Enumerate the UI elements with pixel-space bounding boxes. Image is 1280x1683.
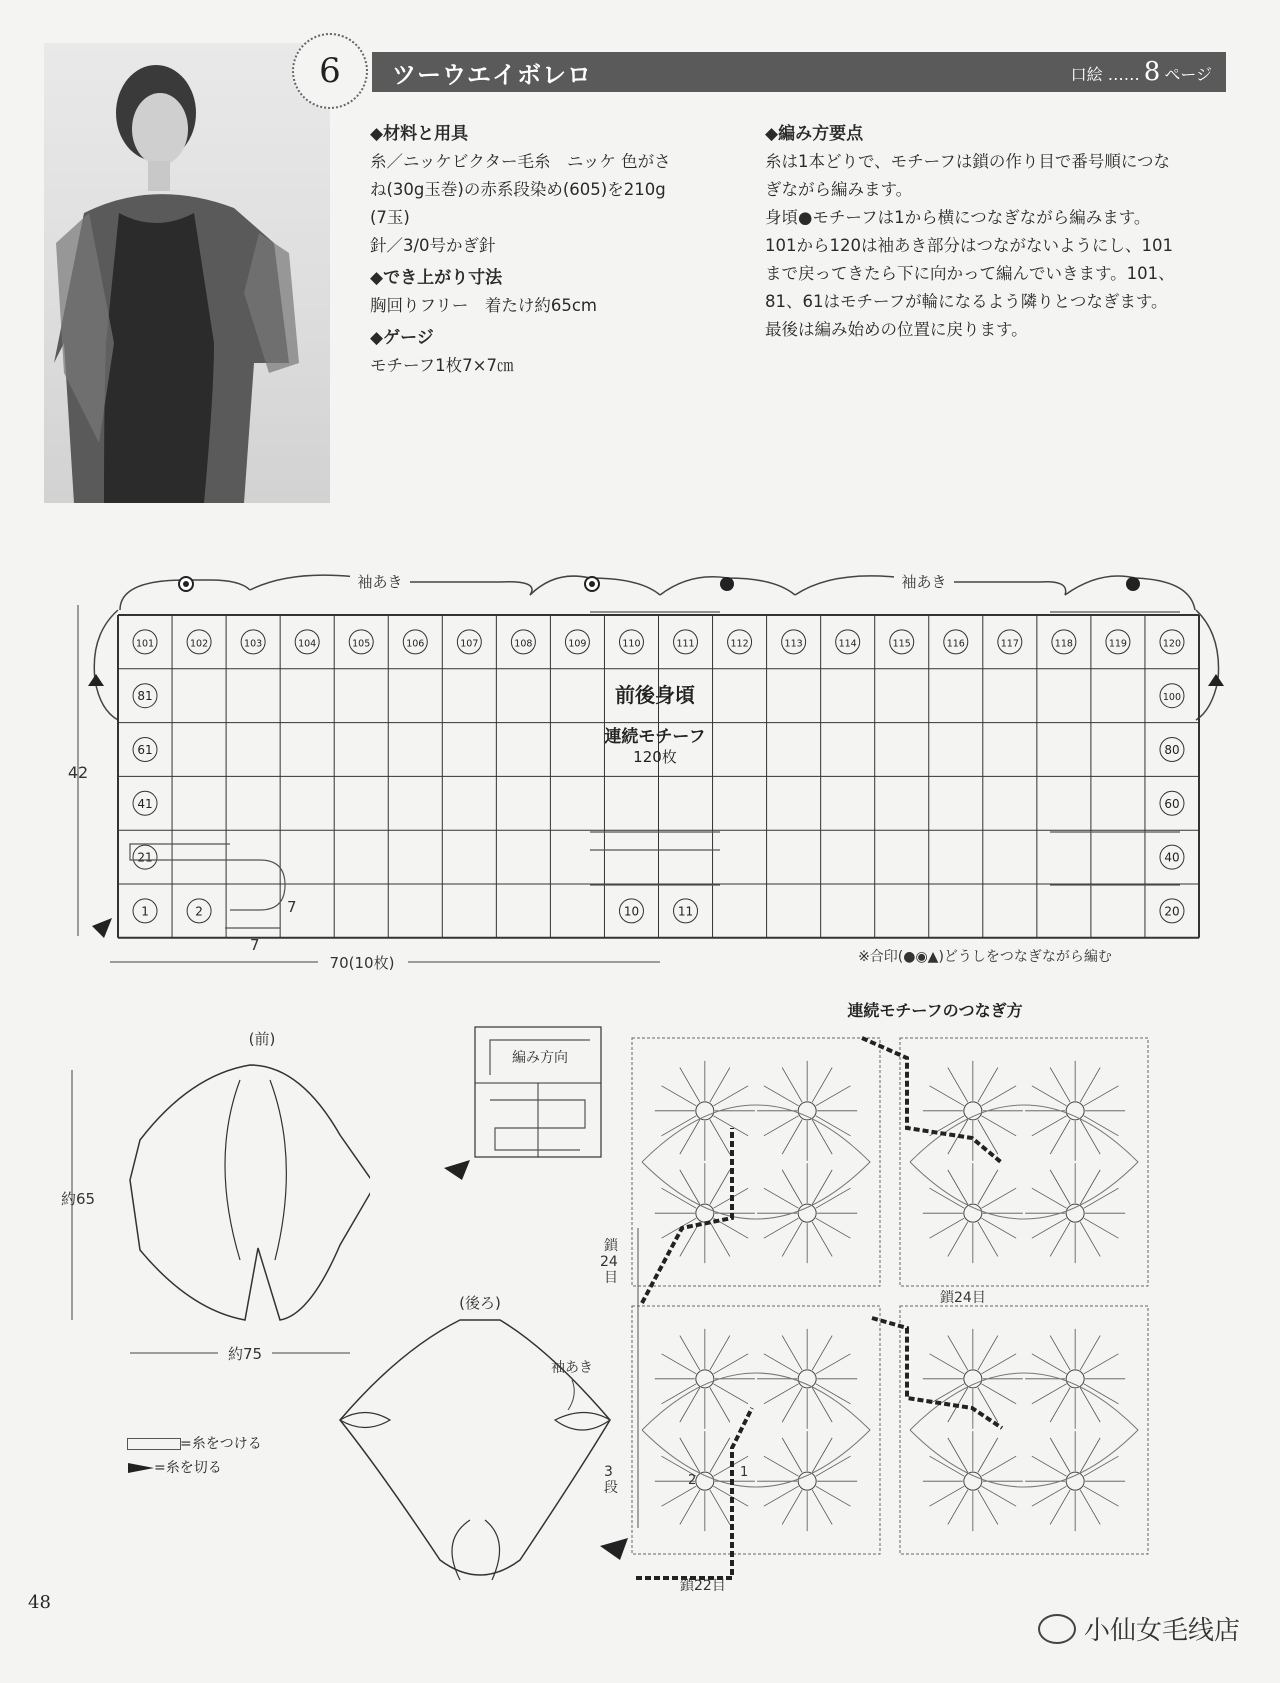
motif-label [133, 899, 157, 923]
motif-stitch [1032, 1384, 1067, 1404]
motif-flower-center [696, 1102, 714, 1120]
front-width: 約75 [227, 1345, 263, 1363]
legend-attach-text: =糸をつける [180, 1436, 262, 1452]
motif-label [133, 845, 157, 869]
materials-line: (7玉) [370, 208, 410, 227]
ref-page: 8 [1143, 57, 1161, 87]
motif-stitch [981, 1456, 1016, 1476]
motif-stitch [710, 1170, 730, 1205]
crochet-motifs [632, 1038, 1148, 1578]
motif-stitch [812, 1068, 832, 1103]
motif-stitch [981, 1486, 1016, 1506]
motif-flower-center [964, 1370, 982, 1388]
front-label: (前) [248, 1030, 276, 1048]
motif-stitch [816, 1218, 851, 1238]
model-photo [44, 43, 330, 503]
motif-stitch [1032, 1354, 1067, 1374]
motif-stitch [662, 1384, 697, 1404]
motif-number-text: 102 [190, 638, 209, 650]
chain22-label: 鎖22目 [680, 1578, 726, 1594]
motif-stitch [1084, 1486, 1119, 1506]
motif-stitch [782, 1438, 802, 1473]
motif-stitch [812, 1222, 832, 1257]
motif-number-text: 61 [137, 743, 153, 757]
motif-label [619, 630, 643, 654]
motif-stitch [782, 1170, 802, 1205]
motif-number-text: 118 [1054, 638, 1073, 650]
motif-chain-loop [910, 1105, 1138, 1219]
motif-label [241, 630, 265, 654]
motif-stitch [812, 1336, 832, 1371]
motif-stitch [710, 1438, 730, 1473]
motif-stitch [978, 1222, 998, 1257]
back-sleeve-pointer [568, 1380, 574, 1410]
motif [632, 1038, 880, 1286]
motif-label [782, 630, 806, 654]
motif-stitch [662, 1086, 697, 1106]
motif-stitch [1084, 1086, 1119, 1106]
materials-section [370, 120, 750, 380]
motif-stitch [713, 1354, 748, 1374]
motif-flower-center [1066, 1102, 1084, 1120]
chain24b-label: 鎖24目 [940, 1290, 986, 1306]
motif-number-text: 20 [1164, 904, 1180, 919]
motif-stitch [981, 1354, 1016, 1374]
motif-number-text: 117 [1000, 638, 1019, 650]
motif-label [890, 630, 914, 654]
gauge-heading: ◆ゲージ [370, 328, 434, 348]
motif-stitch [930, 1188, 965, 1208]
motif-stitch [1084, 1218, 1119, 1238]
motif-stitch [662, 1354, 697, 1374]
side-arc [94, 610, 118, 720]
motif-label [944, 630, 968, 654]
legend [128, 1432, 262, 1480]
direction-arrows [130, 612, 1180, 928]
motif-stitch [1084, 1354, 1119, 1374]
motif-number-text: 103 [244, 638, 263, 650]
motif-number-text: 106 [406, 638, 425, 650]
grid-subtitle: 連続モチーフ [604, 727, 706, 747]
join-chain-path [636, 1408, 752, 1578]
chain24-label: 鎖 24 目 [600, 1238, 618, 1286]
motif-stitch [930, 1354, 965, 1374]
motif-stitch [662, 1188, 697, 1208]
motif-label [1052, 630, 1076, 654]
motif-number-text: 105 [352, 638, 371, 650]
motif-number-text: 2 [195, 904, 203, 919]
motif-stitch [981, 1116, 1016, 1136]
motif-stitch [782, 1222, 802, 1257]
grid-count: 120枚 [633, 748, 677, 766]
motif-number-text: 108 [514, 638, 533, 650]
motif-stitch [816, 1384, 851, 1404]
motif-stitch [978, 1336, 998, 1371]
method-heading: ◆編み方要点 [765, 124, 864, 144]
motif-stitch [1050, 1222, 1070, 1257]
back-hem-line [485, 1520, 500, 1580]
motif-flower-center [696, 1370, 714, 1388]
motif-chain-loop [642, 1373, 870, 1487]
motif-stitch [1032, 1486, 1067, 1506]
motif-stitch [782, 1068, 802, 1103]
motif-flower-center [798, 1102, 816, 1120]
motif-number-text: 111 [676, 638, 695, 650]
method-line: まで戻ってきたら下に向かって編んでいきます。101、 [765, 264, 1175, 283]
shop-name: 小仙女毛线店 [1083, 1616, 1240, 1646]
motif-label [457, 630, 481, 654]
motif-label [1160, 630, 1184, 654]
motif-stitch [930, 1456, 965, 1476]
motif-flower-center [798, 1204, 816, 1222]
motif-stitch [710, 1387, 730, 1422]
motif-stitch [1080, 1222, 1100, 1257]
motif-label [998, 630, 1022, 654]
motif-stitch [1032, 1218, 1067, 1238]
legend-attach [128, 1432, 262, 1456]
sleeve-label: 袖あき [357, 573, 403, 591]
motif-stitch [1032, 1086, 1067, 1106]
motif-number-text: 41 [137, 796, 153, 811]
motif-grid [118, 615, 1199, 938]
join-mark-triangle [88, 674, 104, 686]
motif-label [619, 899, 643, 923]
motif-stitch [948, 1490, 968, 1525]
motif-stitch [812, 1490, 832, 1525]
front-opening-line [225, 1080, 240, 1260]
motif-flower-center [964, 1472, 982, 1490]
motif-stitch [764, 1188, 799, 1208]
motif-stitch [1032, 1456, 1067, 1476]
motif-stitch [680, 1068, 700, 1103]
cut-yarn-icon [128, 1463, 154, 1473]
legend-cut-text: =糸を切る [154, 1460, 222, 1476]
front-outline [130, 1065, 370, 1320]
motif-label [1160, 684, 1184, 708]
motif-label [565, 630, 589, 654]
motif-stitch [1080, 1068, 1100, 1103]
motif-stitch [978, 1119, 998, 1154]
motif-stitch [981, 1384, 1016, 1404]
join-chain-path [642, 1128, 732, 1303]
motif-stitch [782, 1336, 802, 1371]
motif-size-dim: 7 [287, 898, 297, 916]
size-text: 胸回りフリー 着たけ約65cm [370, 296, 597, 315]
motif-stitch [764, 1456, 799, 1476]
motif-flower-center [696, 1472, 714, 1490]
materials-heading: ◆材料と用具 [370, 124, 469, 144]
motif-label [133, 630, 157, 654]
join-arc [120, 580, 210, 610]
watermark [1038, 1610, 1240, 1647]
motif-stitch [816, 1086, 851, 1106]
motif-stitch [1080, 1490, 1100, 1525]
motif-stitch [710, 1490, 730, 1525]
motif-number-text: 115 [892, 638, 911, 650]
motif-stitch [1084, 1116, 1119, 1136]
motif-stitch [930, 1086, 965, 1106]
motif-border [900, 1038, 1148, 1286]
model-illustration [44, 43, 330, 503]
motif [632, 1306, 880, 1554]
motif-label [728, 630, 752, 654]
motif-stitch [680, 1336, 700, 1371]
row-mark: 2 [688, 1473, 697, 1488]
motif-flower-center [798, 1370, 816, 1388]
size-heading: ◆でき上がり寸法 [370, 268, 503, 288]
method-line: 101から120は袖あき部分はつながないようにし、101 [765, 236, 1173, 255]
motif-border [632, 1038, 880, 1286]
rows3-label: 3 段 [604, 1464, 618, 1496]
motif-stitch [662, 1486, 697, 1506]
joining-note: ※合印(●◉▲)どうしをつなぎながら編む [858, 949, 1112, 965]
motif-label [1160, 899, 1184, 923]
back-shape-diagram [320, 1290, 640, 1600]
motif-number-text: 110 [622, 638, 641, 650]
motif-stitch [816, 1456, 851, 1476]
width-dim: 70(10枚) [329, 954, 395, 972]
motif-chain-loop [910, 1373, 1138, 1487]
motif-label [511, 630, 535, 654]
method-section [765, 120, 1235, 344]
motif-stitch [981, 1188, 1016, 1208]
motif-stitch [978, 1490, 998, 1525]
motif-stitch [948, 1222, 968, 1257]
title-bar [372, 52, 1226, 92]
motif-stitch [948, 1336, 968, 1371]
method-line: 身頃●モチーフは1から横につなぎながら編みます。 [765, 208, 1151, 227]
join-mark-double-circle-dot [183, 581, 189, 587]
materials-line: ね(30g玉巻)の赤系段染め(605)を210g [370, 180, 666, 199]
motif-size-dim: 7 [250, 936, 260, 954]
motif-number-text: 40 [1164, 850, 1180, 865]
sleeve-label: 袖あき [901, 573, 947, 591]
page-reference [1071, 57, 1212, 87]
motif-stitch [1050, 1119, 1070, 1154]
motif-stitch [816, 1188, 851, 1208]
motif-stitch [930, 1486, 965, 1506]
motif-flower-center [798, 1472, 816, 1490]
motif-label [836, 630, 860, 654]
motif-stitch [816, 1354, 851, 1374]
method-line: 糸は1本どりで、モチーフは鎖の作り目で番号順につな [765, 152, 1171, 171]
materials-line: 糸／ニッケビクター毛糸 ニッケ 色がさ [370, 152, 671, 171]
front-opening-line [270, 1080, 286, 1260]
back-sleeve-label: 袖あき [551, 1360, 593, 1376]
motif-number-text: 21 [137, 850, 153, 865]
motif-label [295, 630, 319, 654]
legend-cut [128, 1456, 262, 1480]
motif-label [1160, 791, 1184, 815]
motif-label [133, 791, 157, 815]
motif-number-text: 101 [135, 638, 155, 650]
motif-stitch [978, 1068, 998, 1103]
motif-stitch [1050, 1336, 1070, 1371]
motif-stitch [1032, 1116, 1067, 1136]
motif-stitch [1050, 1387, 1070, 1422]
motif-stitch [764, 1086, 799, 1106]
motif-label [1106, 630, 1130, 654]
motif-label [674, 899, 698, 923]
motif-flower-center [1066, 1370, 1084, 1388]
height-dim: 42 [67, 763, 89, 782]
join-mark-circle [720, 577, 734, 591]
motif-flower-center [964, 1102, 982, 1120]
motif-stitch [764, 1486, 799, 1506]
front-height: 約65 [60, 1190, 96, 1208]
join-mark-double-circle-dot [589, 581, 595, 587]
motif-stitch [710, 1336, 730, 1371]
method-line: 81、61はモチーフが輪になるよう隣りとつなぎます。 [765, 292, 1168, 311]
motif-stitch [930, 1384, 965, 1404]
pattern-title: ツーウエイボレロ [392, 60, 592, 89]
motif [900, 1038, 1148, 1286]
motif-border [900, 1306, 1148, 1554]
motif-number-text: 114 [838, 638, 857, 650]
yarn-start-mark [600, 1538, 628, 1560]
pattern-number-badge [292, 33, 368, 109]
pattern-number: 6 [319, 51, 341, 91]
motif-number-text: 109 [568, 638, 587, 650]
motif [900, 1306, 1148, 1554]
motif-flower-center [964, 1204, 982, 1222]
motif-number-text: 107 [460, 638, 479, 650]
motif-number-text: 60 [1164, 796, 1180, 811]
yarn-start-mark [444, 1160, 470, 1180]
method-line: ぎながら編みます。 [765, 180, 913, 199]
yarn-start-mark [92, 918, 112, 938]
gauge-text: モチーフ1枚7×7㎝ [370, 356, 514, 375]
motif-number-text: 10 [623, 904, 640, 919]
direction-label: 編み方向 [512, 1050, 568, 1066]
motif-number-text: 120 [1162, 638, 1182, 650]
motif-label [1160, 738, 1184, 762]
motif-stitch [978, 1170, 998, 1205]
motif-stitch [782, 1387, 802, 1422]
motif-number-text: 116 [946, 638, 965, 650]
motif-stitch [782, 1119, 802, 1154]
motif-number-text: 81 [137, 689, 153, 704]
motif-stitch [981, 1218, 1016, 1238]
motif-stitch [978, 1438, 998, 1473]
join-chain-path [862, 1038, 1002, 1163]
motif-number-text: 119 [1108, 638, 1127, 650]
attach-yarn-icon [128, 1439, 180, 1449]
motif-stitch [713, 1086, 748, 1106]
motif-stitch [1032, 1188, 1067, 1208]
method-line: 最後は編み始めの位置に戻ります。 [765, 320, 1028, 339]
motif-stitch [1050, 1068, 1070, 1103]
motif-label [349, 630, 373, 654]
row-mark: 1 [740, 1465, 749, 1480]
back-outline [340, 1320, 610, 1575]
chart-title: 連続モチーフのつなぎ方 [847, 1001, 1023, 1020]
motif-join-chart [600, 998, 1220, 1608]
join-mark-triangle [1208, 674, 1224, 686]
motif-stitch [816, 1486, 851, 1506]
motif-label [133, 738, 157, 762]
ref-prefix: 口絵 …… [1070, 65, 1140, 84]
chat-icon [1038, 1614, 1076, 1644]
motif-stitch [1050, 1170, 1070, 1205]
motif-stitch [948, 1068, 968, 1103]
motif-label [187, 899, 211, 923]
motif-stitch [680, 1490, 700, 1525]
motif-stitch [1050, 1490, 1070, 1525]
motif-stitch [710, 1222, 730, 1257]
motif-number-text: 113 [784, 638, 803, 650]
motif-flower-center [1066, 1472, 1084, 1490]
motif-label [1160, 845, 1184, 869]
motif-stitch [930, 1218, 965, 1238]
motif-flower-center [696, 1204, 714, 1222]
motif-stitch [1084, 1384, 1119, 1404]
join-mark-circle [1126, 577, 1140, 591]
motif-stitch [764, 1218, 799, 1238]
join-arc [210, 580, 250, 590]
motif-label [187, 630, 211, 654]
ref-suffix: ページ [1164, 65, 1212, 84]
motif-number-text: 1 [141, 904, 149, 919]
motif-label [133, 684, 157, 708]
motif-number-text: 80 [1164, 743, 1180, 757]
motif-number-text: 11 [677, 904, 694, 919]
motif-number-text: 100 [1162, 692, 1182, 704]
motif-stitch [710, 1068, 730, 1103]
motif-border [632, 1306, 880, 1554]
back-sleeve-opening [340, 1413, 390, 1428]
motif-stitch [816, 1116, 851, 1136]
motif-number-text: 112 [730, 638, 749, 650]
motif-stitch [1080, 1336, 1100, 1371]
page-number: 48 [28, 1592, 51, 1613]
motif-stitch [764, 1116, 799, 1136]
motif-number-text: 104 [298, 638, 317, 650]
motif-stitch [713, 1384, 748, 1404]
back-label: (後ろ) [459, 1294, 501, 1312]
motif-stitch [782, 1490, 802, 1525]
motif-stitch [764, 1384, 799, 1404]
motif-stitch [1084, 1188, 1119, 1208]
motif-stitch [981, 1086, 1016, 1106]
motif-stitch [662, 1116, 697, 1136]
motif-flower-center [1066, 1204, 1084, 1222]
knitting-direction-diagram [440, 1020, 610, 1200]
body-grid-diagram [0, 560, 1280, 980]
materials-line: 針／3/0号かぎ針 [370, 236, 496, 255]
motif-label [403, 630, 427, 654]
motif-stitch [1084, 1456, 1119, 1476]
motif-stitch [710, 1119, 730, 1154]
grid-title: 前後身頃 [615, 683, 695, 707]
motif-label [674, 630, 698, 654]
motif-stitch [764, 1354, 799, 1374]
motif-stitch [1050, 1438, 1070, 1473]
motif-chain-loop [642, 1105, 870, 1219]
